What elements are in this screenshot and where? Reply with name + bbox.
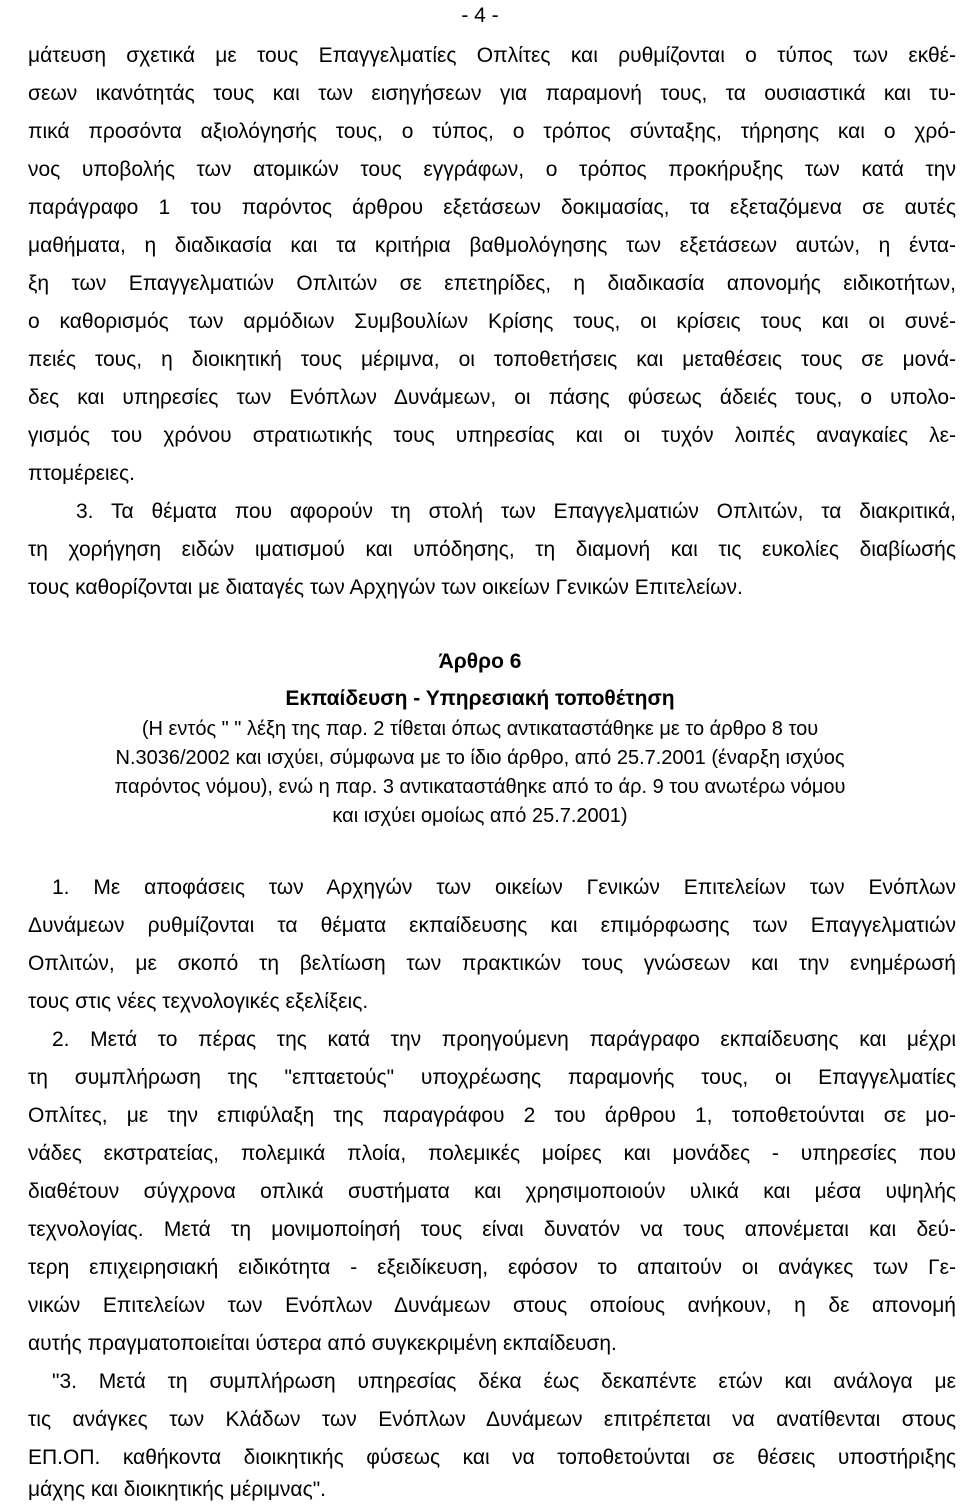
text-line: τους καθορίζονται με διαταγές των Αρχηγών των οικείων Γενικών Επιτελείων. (28, 576, 743, 599)
text-line: διαθέτουν σύγχρονα οπλικά συστήματα και χρησιμοποιούν υλικά και μέσα υψηλής (28, 1180, 956, 1203)
article-heading: Άρθρο 6 (438, 650, 522, 673)
text-line: 2. Μετά το πέρας της κατά την προηγούμενη παράγραφο εκπαίδευσης και μέχρι (52, 1028, 956, 1051)
text-line: τεχνολογίας. Μετά τη μονιμοποίησή τους είναι δυνατόν να τους απονέμεται και δεύ- (28, 1218, 956, 1241)
text-line: "3. Μετά τη συμπλήρωση υπηρεσίας δέκα έως δεκαπέντε ετών και ανάλογα με (52, 1370, 956, 1393)
text-line: ΕΠ.ΟΠ. καθήκοντα διοικητικής φύσεως και να τοποθετούνται σε θέσεις υποστήριξης (28, 1446, 956, 1469)
text-line: νικών Επιτελείων των Ενόπλων Δυνάμεων στους οποίους ανήκουν, η δε απονομή (28, 1294, 956, 1317)
text-line: πικά προσόντα αξιολόγησής τους, ο τύπος, ο τρόπος σύνταξης, τήρησης και ο χρό- (28, 120, 956, 143)
text-line: τερη επιχειρησιακή ειδικότητα - εξειδίκευση, εφόσον το απαιτούν οι ανάγκες των Γε- (28, 1256, 956, 1279)
text-line: δες και υπηρεσίες των Ενόπλων Δυνάμεων, οι πάσης φύσεως άδειές τους, ο υπολο- (28, 386, 956, 409)
amendment-note-line: (Η εντός " " λέξη της παρ. 2 τίθεται όπως αντικαταστάθηκε με το άρθρο 8 του (141, 718, 819, 740)
amendment-note-line: παρόντος νόμου), ενώ η παρ. 3 αντικαταστάθηκε από το άρ. 9 του ανωτέρω νόμου (114, 776, 846, 798)
text-line: μάχης και διοικητικής μέριμνας". (28, 1478, 326, 1501)
amendment-note-line: και ισχύει ομοίως από 25.7.2001) (332, 805, 628, 827)
text-line: 1. Με αποφάσεις των Αρχηγών των οικείων Γενικών Επιτελείων των Ενόπλων (52, 876, 956, 899)
text-line: Οπλίτες, με την επιφύλαξη της παραγράφου 2 του άρθρου 1, τοποθετούνται σε μο- (28, 1104, 956, 1127)
text-line: παράγραφο 1 του παρόντος άρθρου εξετάσεων δοκιμασίας, τα εξεταζόμενα σε αυτές (28, 196, 956, 219)
text-line: νος υποβολής των ατομικών τους εγγράφων, ο τρόπος προκήρυξης των κατά την (28, 158, 956, 181)
text-line: τις ανάγκες των Κλάδων των Ενόπλων Δυνάμεων επιτρέπεται να ανατίθενται στους (28, 1408, 956, 1431)
text-line: σεων ικανότητάς τους και των εισηγήσεων για παραμονή τους, τα ουσιαστικά και τυ- (28, 82, 956, 105)
text-line: αυτής πραγματοποιείται ύστερα από συγκεκριμένη εκπαίδευση. (28, 1332, 617, 1355)
text-line: γισμός του χρόνου στρατιωτικής τους υπηρεσίας και οι τυχόν λοιπές αναγκαίες λε- (28, 424, 956, 447)
text-line: τους στις νέες τεχνολογικές εξελίξεις. (28, 990, 369, 1013)
text-line: τη χορήγηση ειδών ιματισμού και υπόδησης, τη διαμονή και τις ευκολίες διαβίωσής (28, 538, 956, 561)
article-subheading: Εκπαίδευση - Υπηρεσιακή τοποθέτηση (285, 687, 675, 710)
text-line: τη συμπλήρωση της "επταετούς" υποχρέωσης παραμονής τους, οι Επαγγελματίες (28, 1066, 956, 1089)
text-line: πειές τους, η διοικητική τους μέριμνα, οι τοποθετήσεις και μεταθέσεις τους σε μονά- (28, 348, 956, 371)
text-line: νάδες εκστρατείας, πολεμικά πλοία, πολεμικές μοίρες και μονάδες - υπηρεσίες που (28, 1142, 956, 1165)
text-line: Οπλιτών, με σκοπό τη βελτίωση των πρακτικών τους γνώσεων και την ενημέρωσή (28, 952, 956, 975)
amendment-note-line: Ν.3036/2002 και ισχύει, σύμφωνα με το ίδιο άρθρο, από 25.7.2001 (έναρξη ισχύος (115, 747, 845, 769)
text-line: ο καθορισμός των αρμόδιων Συμβουλίων Κρίσης τους, οι κρίσεις τους και οι συνέ- (28, 310, 956, 333)
text-line: ξη των Επαγγελματιών Οπλιτών σε επετηρίδες, η διαδικασία απονομής ειδικοτήτων, (28, 272, 956, 295)
text-line: μάτευση σχετικά με τους Επαγγελματίες Οπλίτες και ρυθμίζονται ο τύπος των εκθέ- (28, 44, 956, 67)
text-line: πτομέρειες. (28, 462, 135, 485)
text-line: 3. Τα θέματα που αφορούν τη στολή των Επαγγελματιών Οπλιτών, τα διακριτικά, (76, 500, 956, 523)
text-line: μαθήματα, η διαδικασία και τα κριτήρια βαθμολόγησης των εξετάσεων αυτών, η έντα- (28, 234, 956, 257)
text-line: Δυνάμεων ρυθμίζονται τα θέματα εκπαίδευσης και επιμόρφωσης των Επαγγελματιών (28, 914, 956, 937)
page-number: - 4 - (461, 4, 499, 27)
